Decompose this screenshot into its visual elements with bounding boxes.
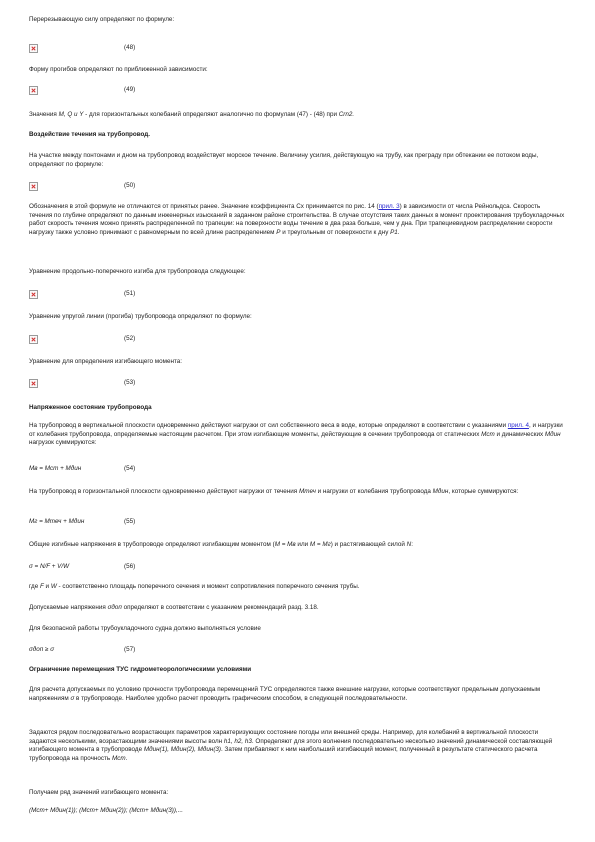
equation-number: (50) bbox=[124, 182, 136, 189]
heading-stress-state: Напряженное состояние трубопровода bbox=[29, 404, 152, 411]
text-current-force: На участке между понтонами и дном на трубопровод воздействует морское течение. Величину усилия, действующую на трубу, как преграду при обтекании ее потоком воды, определяют по формуле: bbox=[29, 152, 539, 168]
equation-number: (51) bbox=[124, 290, 136, 297]
broken-image-icon bbox=[29, 335, 38, 344]
broken-image-icon bbox=[29, 290, 38, 299]
broken-image-icon bbox=[29, 86, 38, 95]
appendix-3-link[interactable]: прил. 3 bbox=[378, 203, 400, 210]
equation-number: (49) bbox=[124, 86, 136, 93]
broken-image-icon bbox=[29, 379, 38, 388]
text-shear-force: Перерезывающую силу определяют по формуле: bbox=[29, 16, 175, 23]
text-vertical-loads: На трубопровод в вертикальной плоскости одновременно действуют нагрузки от сил собственного веса в воде, которые определяют в соответствии с указаниями прил. 4, и нагрузки от колебания трубопровода, определяемые настоящим расчетом. При этом изгибающие моменты, действующие в сечении трубопровода от статических Mcm и динамических Mдин нагрузок суммируются: bbox=[29, 422, 563, 447]
heading-motion-limits: Ограничение перемещения ТУС гидрометеорологическими условиями bbox=[29, 666, 252, 673]
text-notation-paragraph: Обозначения в этой формуле не отличаются от принятых ранее. Значение коэффициента Cx принимается по рис. 14 (прил. 3) в зависимости от числа Рейнольдса. Скорость течения по глубине определяют по данным инженерных изысканий в заданном районе строительства. В случае отсутствия таких данных в момент проектирования трубоукладочных работ скорость течения можно принять распределенной по трапеции: на поверхности воды течение в два раза больше, чем у дна. При трапециевидном распределении скорости нагрузку также условно принимают с равномерным по всей длине распределением P и треугольным от поверхности к дну P1. bbox=[29, 203, 565, 236]
text-procedure: Задаются рядом последовательно возрастающих параметров характеризующих состояние погоды или внешней среды. Например, для колебаний в вертикальной плоскости задаются несколькими, возрастающими значениями высоты волн h1, h2, h3. Определяют для этого волнения последовательно несколько значений динамической составляющей изгибающего момента в трубопроводе Mдин(1), Mдин(2), Mдин(3). Затем прибавляют к ним наибольший изгибающий момент, полученный в результате статического расчета трубопровода на прочность Mcm. bbox=[29, 729, 553, 762]
equation-number: (48) bbox=[124, 44, 136, 51]
text-moment-series: Получаем ряд значений изгибающего момента: bbox=[29, 789, 169, 796]
formula-55: Mг = Mтеч + Mдин bbox=[29, 518, 85, 525]
formula-57: σдоп ≥ σ bbox=[29, 646, 54, 653]
text-total-stress: Общие изгибные напряжения в трубопроводе определяют изгибающим моментом (M = Mв или M = Mг) и растягивающей силой N: bbox=[29, 541, 413, 548]
equation-number: (57) bbox=[124, 646, 136, 653]
text-allowable-motion: Для расчета допускаемых по условию прочности трубопровода перемещений ТУС определяются также внешние нагрузки, которые соответствуют предельным допускаемым напряжениям σ в трубопроводе. Наиболее удобно расчет проводить графическим способом, в следующей последовательности. bbox=[29, 686, 541, 702]
equation-number: (53) bbox=[124, 379, 136, 386]
formula-moment-series: (Mcm+ Mдин(1)); (Mcm+ Mдин(2)); (Mcm+ Mдин(3)),... bbox=[29, 807, 183, 814]
text-horizontal-values: Значения M, Q и Y - для горизонтальных колебаний определяют аналогично по формулам (47) - (48) при Crn2. bbox=[29, 111, 355, 118]
broken-image-icon bbox=[29, 44, 38, 53]
text-elastic-line: Уравнение упругой линии (прогиба) трубопровода определяют по формуле: bbox=[29, 313, 252, 320]
equation-number: (56) bbox=[124, 563, 136, 570]
heading-current-impact: Воздействие течения на трубопровод. bbox=[29, 131, 151, 138]
broken-image-icon bbox=[29, 182, 38, 191]
appendix-4-link[interactable]: прил. 4 bbox=[507, 422, 529, 429]
text-bending-equation: Уравнение продольно-поперечного изгиба для трубопровода следующее: bbox=[29, 268, 246, 275]
formula-56: σ = N/F + V/W bbox=[29, 563, 70, 570]
equation-number: (54) bbox=[124, 465, 136, 472]
equation-number: (55) bbox=[124, 518, 136, 525]
text-where: где F и W - соответственно площадь поперечного сечения и момент сопротивления поперечного сечения трубы. bbox=[29, 583, 360, 590]
formula-54: Mв = Mcm + Mдин bbox=[29, 465, 82, 472]
text-deflection: Форму прогибов определяют по приближенной зависимости: bbox=[29, 66, 208, 73]
text-safe-condition: Для безопасной работы трубоукладочного судна должно выполняться условие bbox=[29, 625, 261, 632]
equation-number: (52) bbox=[124, 335, 136, 342]
text-allowable-stress: Допускаемые напряжения σдоп определяют в соответствии с указанием рекомендаций разд. 3.18. bbox=[29, 604, 319, 611]
text-horizontal-loads: На трубопровод в горизонтальной плоскости одновременно действуют нагрузки от течения Mтеч и нагрузки от колебания трубопровода Mдин, которые суммируются: bbox=[29, 488, 519, 495]
text-moment-equation: Уравнение для определения изгибающего момента: bbox=[29, 358, 183, 365]
